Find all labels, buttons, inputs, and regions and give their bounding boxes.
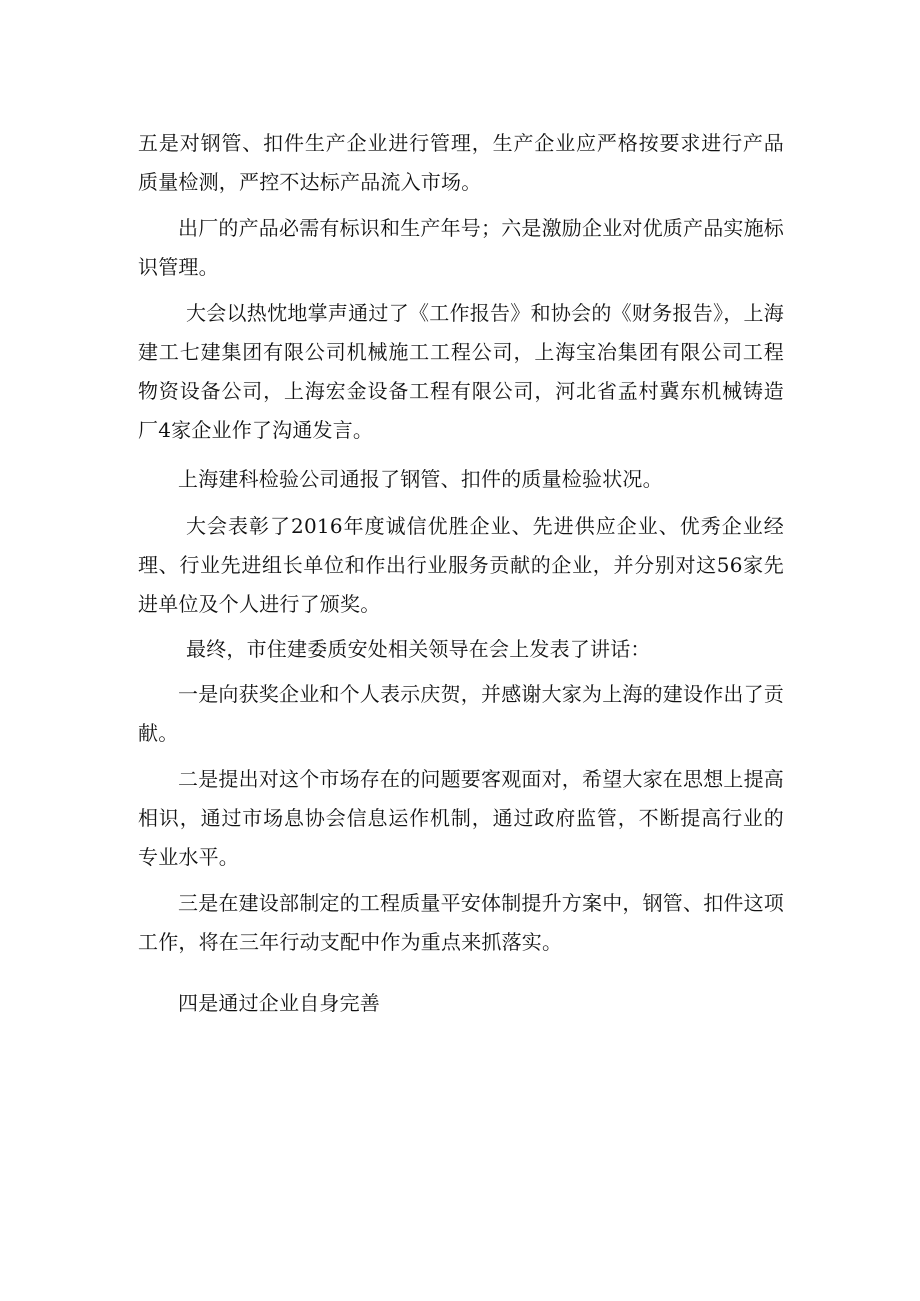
paragraph-5: 大会表彰了2016年度诚信优胜企业、先进供应企业、优秀企业经理、行业先进组长单位和作出行业服务贡献的企业，并分别对这56家先进单位及个人进行了颁奖。 xyxy=(138,514,784,616)
document-body xyxy=(138,124,784,1023)
paragraph-3: 大会以热忱地掌声通过了《工作报告》和协会的《财务报告》，上海建工七建集团有限公司机械施工工程公司，上海宝冶集团有限公司工程物资设备公司，上海宏金设备工程有限公司，河北省孟村冀东机械铸造厂4家企业作了沟通发言。 xyxy=(138,301,784,442)
paragraph-7: 一是向获奖企业和个人表示庆贺，并感谢大家为上海的建设作出了贡献。 xyxy=(138,682,784,745)
paragraph-9: 三是在建设部制定的工程质量平安体制提升方案中，钢管、扣件这项工作，将在三年行动支配中作为重点来抓落实。 xyxy=(138,891,784,954)
paragraph-6: 最终，市住建委质安处相关领导在会上发表了讲话： xyxy=(186,637,651,661)
paragraph-8: 二是提出对这个市场存在的问题要客观面对，希望大家在思想上提高相识，通过市场息协会信息运作机制，通过政府监管，不断提高行业的专业水平。 xyxy=(138,767,784,869)
paragraph-2: 出厂的产品必需有标识和生产年号；六是激励企业对优质产品实施标识管理。 xyxy=(138,216,784,279)
paragraph-10: 四是通过企业自身完善 xyxy=(178,991,380,1015)
paragraph-1: 五是对钢管、扣件生产企业进行管理，生产企业应严格按要求进行产品质量检测，严控不达标产品流入市场。 xyxy=(138,131,784,194)
paragraph-4: 上海建科检验公司通报了钢管、扣件的质量检验状况。 xyxy=(178,467,663,491)
